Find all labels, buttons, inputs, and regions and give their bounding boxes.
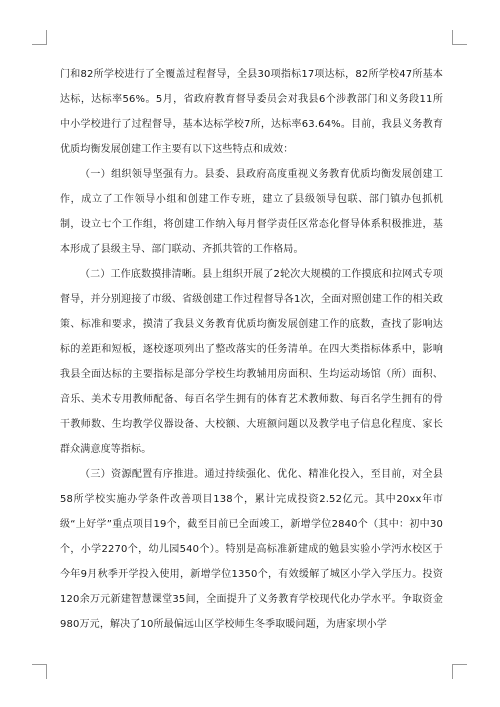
paragraph-organization-leadership: （一）组织领导坚强有力。县委、县政府高度重视义务教育优质均衡发展创建工作，成立了工作领导小组和创建工作专班，建立了县级领导包联、部门镇办包抓机制，设立七个工作组，将创建工作纳入每月督学责任区常态化督导体系积极推进，基本形成了县级主导、部门联动、齐抓共管的工作格局。: [60, 169, 443, 255]
crop-mark-top-left: [32, 30, 47, 45]
crop-mark-bottom-right: [452, 664, 467, 679]
document-body: [60, 62, 443, 637]
paragraph-resource-allocation: （三）资源配置有序推进。通过持续强化、优化、精准化投入，至目前，对全县58所学校实施办学条件改善项目138个，累计完成投资2.52亿元。其中20xx年市级“上好学”重点项目19个，截至目前已全面竣工，新增学位2840个（其中：初中30个，小学2270个，幼儿园540个）。特别是高标准新建成的勉县实验小学沔水校区于今年9月秋季开学投入使用，新增学位1350个，有效缓解了城区小学入学压力。投资120余万元新建智慧课堂35间，全面提升了义务教育学校现代化办学水平。争取资金980万元，解决了10所最偏远山区学校师生冬季取暖问题，为唐家坝小学: [60, 469, 443, 630]
crop-mark-bottom-left: [32, 664, 47, 679]
crop-mark-top-right: [452, 30, 467, 45]
paragraph-baseline-survey: （二）工作底数摸排清晰。县上组织开展了2轮次大规模的工作摸底和拉网式专项督导，并分别迎接了市级、省级创建工作过程督导各1次，全面对照创建工作的相关政策、标准和要求，摸清了我县义务教育优质均衡发展创建工作的底数，查找了影响达标的差距和短板，逐校逐项列出了整改落实的任务清单。在四大类指标体系中，影响我县全面达标的主要指标是部分学校生均教辅用房面积、生均运动场馆（所）面积、音乐、美术专用教师配备、每百名学生拥有的体育艺术教师数、每百名学生拥有的骨干教师数、生均教学仪器设备、大校额、大班额问题以及教学电子信息化程度、家长群众满意度等指标。: [60, 269, 443, 455]
paragraph-continuation: 门和82所学校进行了全覆盖过程督导，全县30项指标17项达标，82所学校47所基本达标，达标率56%。5月，省政府教育督导委员会对我县6个涉教部门和义务段11所中小学校进行了过程督导，基本达标学校7所，达标率63.64%。目前，我县义务教育优质均衡发展创建工作主要有以下这些特点和成效：: [60, 69, 443, 155]
